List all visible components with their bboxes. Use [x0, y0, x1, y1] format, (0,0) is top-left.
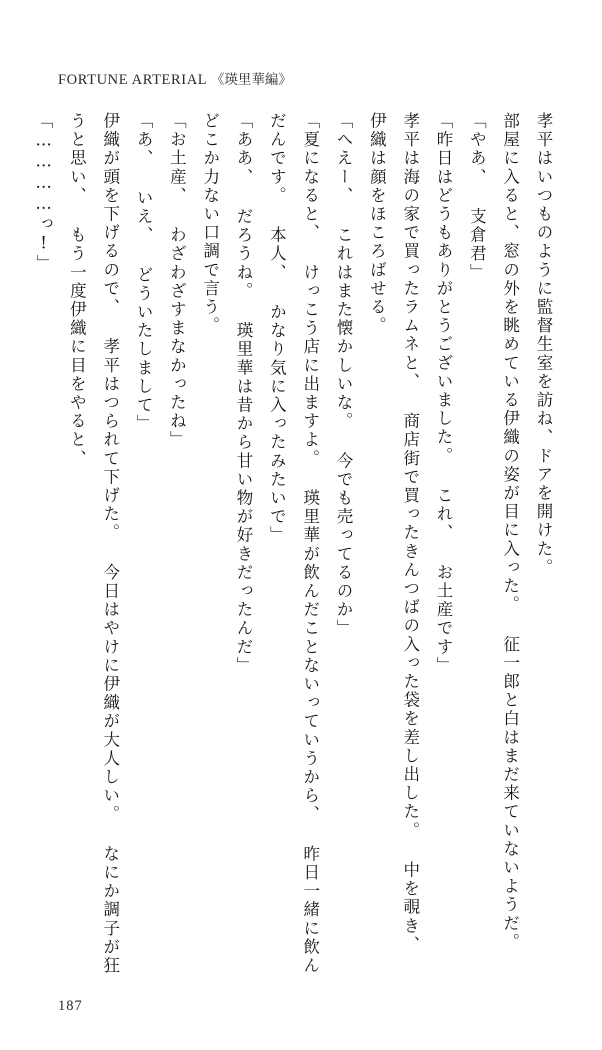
paragraph: 「へえー、 これはまた懐かしいな。 今でも売ってるのか」 [334, 112, 354, 638]
running-header-route-title: 《瑛里華編》 [210, 72, 292, 88]
paragraph: 伊織が頭を下げるので、 孝平はつられて下げた。 今日はやけに伊織が大人しい。 なにか調子が狂うと思い、 もう一度伊織に目をやると、 [67, 112, 120, 976]
paragraph: 「…………っ!」 [34, 112, 54, 274]
paragraph: 「夏になると、 けっこう店に出ますよ。 瑛里華が飲んだことないっていうから、 昨日一緒に飲んだんです。 本人、 かなり気に入ったみたいで」 [267, 112, 320, 976]
paragraph: 部屋に入ると、窓の外を眺めている伊織の姿が目に入った。 征一郎と白はまだ来ていないようだ。 [500, 112, 520, 952]
paragraph: 「ああ、 だろうね。 瑛里華は昔から甘い物が好きだったんだ」 [234, 112, 254, 675]
paragraph: 「昨日はどうもありがとうございました。 これ、 お土産です」 [434, 112, 454, 675]
page-body-text [27, 112, 560, 982]
page-number: 187 [58, 998, 83, 1014]
paragraph: 「お土産、 わざわざすまなかったね」 [167, 112, 187, 450]
paragraph: 孝平はいつものように監督生室を訪ね、ドアを開けた。 [534, 112, 553, 577]
running-header [58, 68, 292, 89]
paragraph: 孝平は海の家で買ったラムネと、 商店街で買ったきんつばの入った袋を差し出した。 中を覗き、 伊織は顔をほころばせる。 [367, 112, 420, 954]
paragraph: どこか力ない口調で言う。 [200, 112, 220, 336]
paragraph: 「あ、 いえ、 どういたしまして」 [134, 112, 154, 434]
paragraph: 「やあ、 支倉君」 [467, 112, 487, 282]
running-header-series-title: FORTUNE ARTERIAL [58, 72, 207, 88]
